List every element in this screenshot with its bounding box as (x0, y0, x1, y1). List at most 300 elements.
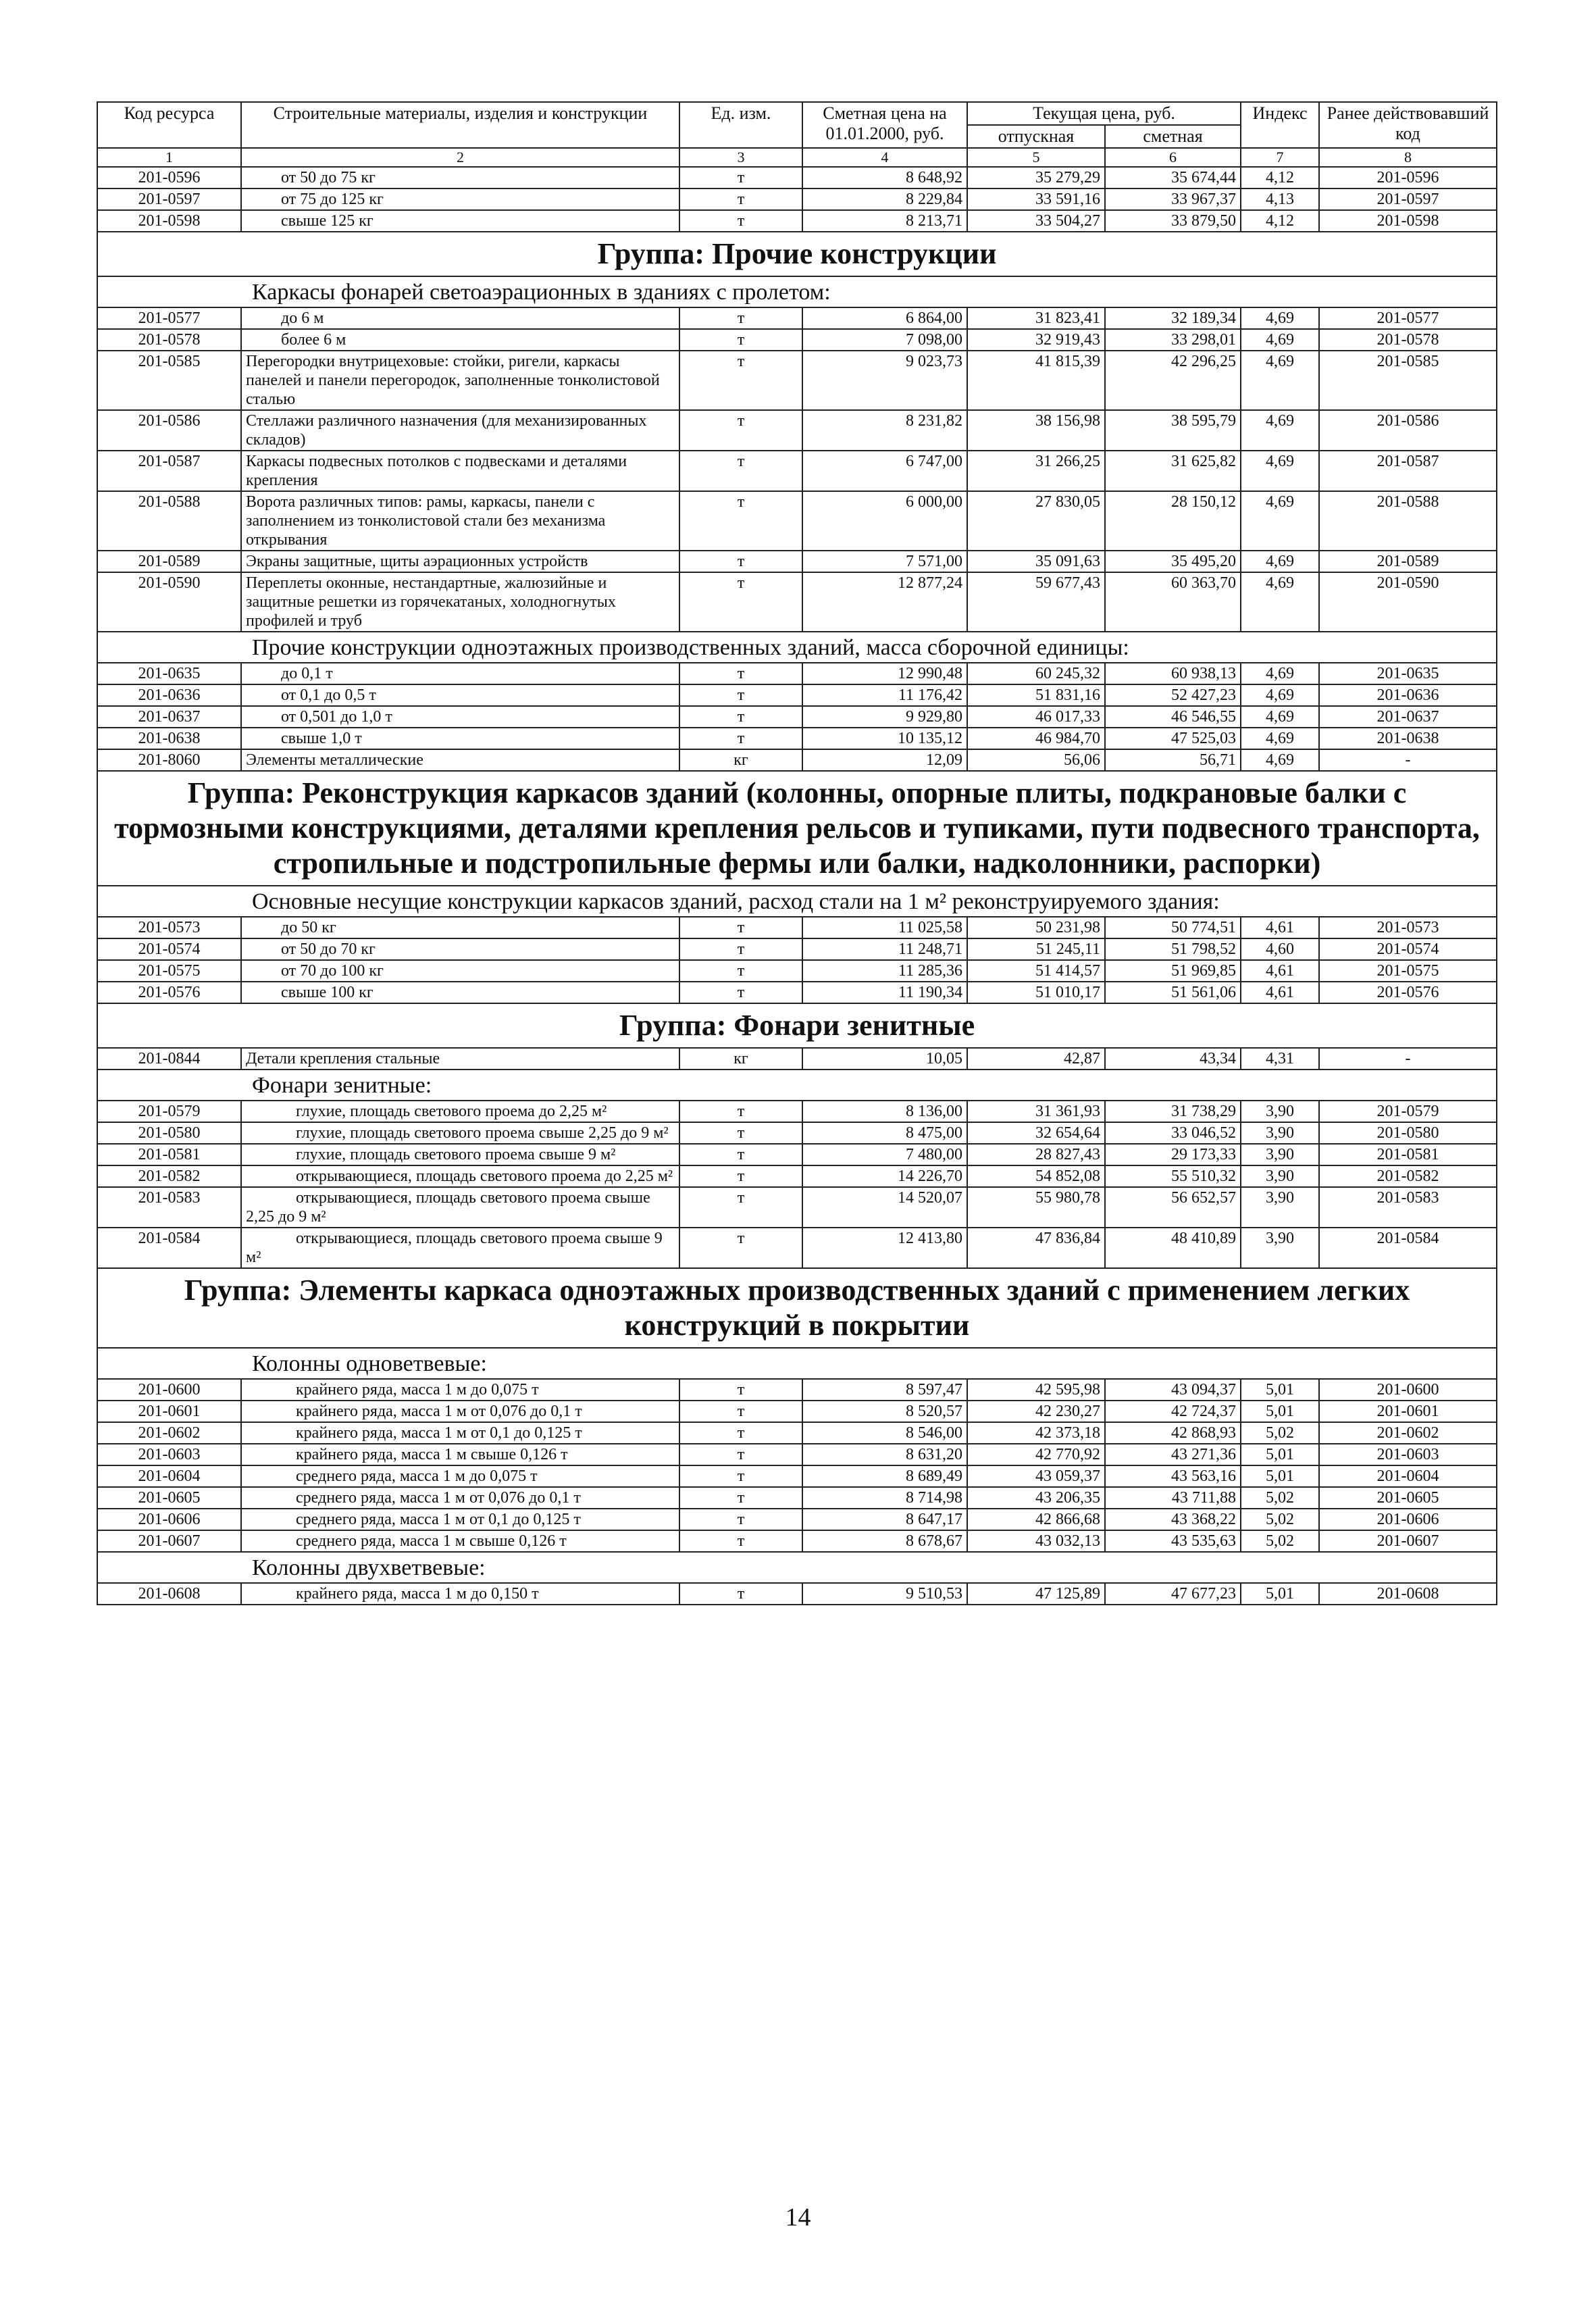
table-body (97, 167, 1497, 1605)
estimate-price: 31 625,82 (1105, 451, 1241, 491)
subgroup-heading-row (97, 886, 1497, 917)
material-name: крайнего ряда, масса 1 м до 0,075 т (296, 1381, 539, 1399)
material-name: крайнего ряда, масса 1 м свыше 0,126 т (296, 1446, 568, 1463)
wholesale-price: 42,87 (967, 1048, 1105, 1070)
unit: т (679, 1422, 802, 1444)
index-value: 3,90 (1241, 1228, 1319, 1268)
resource-code: 201-0573 (97, 917, 241, 938)
previous-code: 201-0604 (1319, 1465, 1497, 1487)
resource-code: 201-0585 (97, 351, 241, 410)
table-row (97, 188, 1497, 210)
index-value: 5,02 (1241, 1530, 1319, 1552)
index-value: 4,13 (1241, 188, 1319, 210)
index-value: 5,01 (1241, 1379, 1319, 1401)
material-name-cell (241, 663, 679, 684)
col-header-unit: Ед. изм. (679, 102, 802, 148)
previous-code: 201-0603 (1319, 1444, 1497, 1465)
subgroup-heading-row (97, 1552, 1497, 1583)
resource-code: 201-0589 (97, 551, 241, 572)
previous-code: 201-0584 (1319, 1228, 1497, 1268)
unit: т (679, 551, 802, 572)
group-heading: Группа: Фонари зенитные (97, 1003, 1497, 1048)
previous-code: 201-0600 (1319, 1379, 1497, 1401)
index-value: 4,31 (1241, 1048, 1319, 1070)
material-name: глухие, площадь светового проема до 2,25 м² (296, 1103, 607, 1120)
col-header-code: Код ресурса (97, 102, 241, 148)
unit: т (679, 728, 802, 749)
index-value: 4,69 (1241, 329, 1319, 351)
estimate-price: 33 879,50 (1105, 210, 1241, 232)
previous-code: 201-0597 (1319, 188, 1497, 210)
resource-code: 201-0579 (97, 1101, 241, 1122)
unit: т (679, 1465, 802, 1487)
estimate-price: 51 969,85 (1105, 960, 1241, 982)
group-heading: Группа: Реконструкция каркасов зданий (колонны, опорные плиты, подкрановые балки с тормозными конструкциями, деталями крепления рельсов и тупиками, пути подвесного транспорта, стропильные и подстропильные фермы или балки, надколонники, распорки) (97, 771, 1497, 886)
subgroup-heading-row (97, 1070, 1497, 1101)
previous-code: 201-0606 (1319, 1509, 1497, 1530)
previous-code: 201-0596 (1319, 167, 1497, 188)
estimate-price: 56,71 (1105, 749, 1241, 771)
table-row (97, 663, 1497, 684)
material-name-cell (241, 1122, 679, 1144)
previous-code: 201-0638 (1319, 728, 1497, 749)
material-name: открывающиеся, площадь светового проема свыше 9 м² (246, 1230, 663, 1266)
estimate-price: 60 363,70 (1105, 572, 1241, 632)
previous-code: 201-0601 (1319, 1401, 1497, 1422)
resource-code: 201-0602 (97, 1422, 241, 1444)
previous-code: 201-0589 (1319, 551, 1497, 572)
estimate-price: 35 674,44 (1105, 167, 1241, 188)
estimate-price-2000: 9 929,80 (802, 706, 967, 728)
estimate-price-2000: 12 990,48 (802, 663, 967, 684)
previous-code: 201-0579 (1319, 1101, 1497, 1122)
index-value: 4,61 (1241, 917, 1319, 938)
material-name: Ворота различных типов: рамы, каркасы, панели с заполнением из тонколистовой стали без механизма открывания (246, 493, 606, 549)
wholesale-price: 47 125,89 (967, 1583, 1105, 1605)
subgroup-heading: Основные несущие конструкции каркасов зданий, расход стали на 1 м² реконструируемого здания: (252, 889, 1220, 914)
resource-code: 201-0588 (97, 491, 241, 551)
previous-code: 201-0578 (1319, 329, 1497, 351)
material-name: среднего ряда, масса 1 м от 0,076 до 0,1 т (296, 1489, 581, 1507)
column-number-row (97, 148, 1497, 167)
previous-code: 201-0576 (1319, 982, 1497, 1003)
table-row (97, 1048, 1497, 1070)
index-value: 3,90 (1241, 1101, 1319, 1122)
wholesale-price: 35 091,63 (967, 551, 1105, 572)
subgroup-heading: Фонари зенитные: (252, 1073, 432, 1098)
material-name: Переплеты оконные, нестандартные, жалюзийные и защитные решетки из горячекатаных, холодногнутых профилей и труб (246, 574, 616, 630)
estimate-price-2000: 8 136,00 (802, 1101, 967, 1122)
wholesale-price: 60 245,32 (967, 663, 1105, 684)
estimate-price: 47 677,23 (1105, 1583, 1241, 1605)
table-row (97, 329, 1497, 351)
estimate-price-2000: 6 864,00 (802, 307, 967, 329)
table-row (97, 1487, 1497, 1509)
material-name-cell (241, 491, 679, 551)
resource-code: 201-0580 (97, 1122, 241, 1144)
group-heading: Группа: Элементы каркаса одноэтажных производственных зданий с применением легких конструкций в покрытии (97, 1268, 1497, 1348)
estimate-price: 33 967,37 (1105, 188, 1241, 210)
wholesale-price: 42 373,18 (967, 1422, 1105, 1444)
estimate-price: 46 546,55 (1105, 706, 1241, 728)
estimate-price-2000: 8 475,00 (802, 1122, 967, 1144)
unit: т (679, 210, 802, 232)
estimate-price: 33 046,52 (1105, 1122, 1241, 1144)
estimate-price-2000: 8 229,84 (802, 188, 967, 210)
wholesale-price: 33 591,16 (967, 188, 1105, 210)
table-row (97, 1444, 1497, 1465)
subgroup-heading: Каркасы фонарей светоаэрационных в зданиях с пролетом: (252, 280, 831, 305)
material-name-cell (241, 1487, 679, 1509)
resource-code: 201-8060 (97, 749, 241, 771)
wholesale-price: 51 245,11 (967, 938, 1105, 960)
material-name: Детали крепления стальные (246, 1050, 440, 1067)
wholesale-price: 51 414,57 (967, 960, 1105, 982)
resource-code: 201-0583 (97, 1187, 241, 1228)
wholesale-price: 35 279,29 (967, 167, 1105, 188)
wholesale-price: 32 919,43 (967, 329, 1105, 351)
table-row (97, 728, 1497, 749)
resource-code: 201-0576 (97, 982, 241, 1003)
material-name-cell (241, 684, 679, 706)
column-number: 4 (802, 148, 967, 167)
resource-code: 201-0605 (97, 1487, 241, 1509)
estimate-price-2000: 11 190,34 (802, 982, 967, 1003)
wholesale-price: 32 654,64 (967, 1122, 1105, 1144)
group-heading: Группа: Прочие конструкции (97, 232, 1497, 276)
estimate-price-2000: 8 231,82 (802, 410, 967, 451)
estimate-price-2000: 6 747,00 (802, 451, 967, 491)
resource-code: 201-0607 (97, 1530, 241, 1552)
estimate-price: 43 368,22 (1105, 1509, 1241, 1530)
material-name-cell (241, 451, 679, 491)
unit: т (679, 982, 802, 1003)
estimate-price: 28 150,12 (1105, 491, 1241, 551)
material-name: до 50 кг (281, 919, 336, 936)
material-name-cell (241, 728, 679, 749)
material-name: Каркасы подвесных потолков с подвесками и деталями крепления (246, 453, 627, 489)
material-name-cell (241, 551, 679, 572)
estimate-price: 43,34 (1105, 1048, 1241, 1070)
material-name-cell (241, 1165, 679, 1187)
table-row (97, 938, 1497, 960)
resource-code: 201-0597 (97, 188, 241, 210)
material-name-cell (241, 167, 679, 188)
resource-code: 201-0603 (97, 1444, 241, 1465)
index-value: 5,01 (1241, 1444, 1319, 1465)
index-value: 3,90 (1241, 1144, 1319, 1165)
previous-code: 201-0587 (1319, 451, 1497, 491)
index-value: 5,01 (1241, 1583, 1319, 1605)
previous-code: 201-0588 (1319, 491, 1497, 551)
wholesale-price: 43 032,13 (967, 1530, 1105, 1552)
index-value: 5,01 (1241, 1465, 1319, 1487)
estimate-price: 32 189,34 (1105, 307, 1241, 329)
material-name: глухие, площадь светового проема свыше 2,25 до 9 м² (296, 1124, 669, 1142)
unit: т (679, 1187, 802, 1228)
index-value: 4,69 (1241, 728, 1319, 749)
column-number: 6 (1105, 148, 1241, 167)
previous-code: 201-0575 (1319, 960, 1497, 982)
wholesale-price: 42 230,27 (967, 1401, 1105, 1422)
material-name: свыше 100 кг (281, 984, 374, 1001)
estimate-price: 31 738,29 (1105, 1101, 1241, 1122)
table-row (97, 684, 1497, 706)
material-name: Элементы металлические (246, 751, 423, 769)
estimate-price: 42 868,93 (1105, 1422, 1241, 1444)
subgroup-cell (97, 276, 1497, 307)
subgroup-heading: Колонны одноветвевые: (252, 1351, 487, 1376)
material-name: от 75 до 125 кг (281, 191, 384, 208)
unit: т (679, 1487, 802, 1509)
resource-code: 201-0582 (97, 1165, 241, 1187)
index-value: 5,02 (1241, 1422, 1319, 1444)
index-value: 5,01 (1241, 1401, 1319, 1422)
table-row (97, 1465, 1497, 1487)
group-heading-row (97, 232, 1497, 276)
previous-code: 201-0580 (1319, 1122, 1497, 1144)
wholesale-price: 51 831,16 (967, 684, 1105, 706)
wholesale-price: 27 830,05 (967, 491, 1105, 551)
previous-code: 201-0586 (1319, 410, 1497, 451)
resource-code: 201-0590 (97, 572, 241, 632)
estimate-price: 52 427,23 (1105, 684, 1241, 706)
table-row (97, 1228, 1497, 1268)
material-name: от 0,1 до 0,5 т (281, 686, 376, 704)
material-name-cell (241, 1048, 679, 1070)
col-header-estimate: сметная (1105, 125, 1241, 148)
unit: т (679, 1122, 802, 1144)
wholesale-price: 43 059,37 (967, 1465, 1105, 1487)
resource-code: 201-0636 (97, 684, 241, 706)
estimate-price: 56 652,57 (1105, 1187, 1241, 1228)
material-name: глухие, площадь светового проема свыше 9 м² (296, 1146, 616, 1163)
previous-code: 201-0637 (1319, 706, 1497, 728)
table-row (97, 1583, 1497, 1605)
unit: т (679, 938, 802, 960)
material-name-cell (241, 960, 679, 982)
previous-code: 201-0607 (1319, 1530, 1497, 1552)
index-value: 4,69 (1241, 663, 1319, 684)
estimate-price: 43 563,16 (1105, 1465, 1241, 1487)
index-value: 4,69 (1241, 451, 1319, 491)
estimate-price-2000: 10,05 (802, 1048, 967, 1070)
table-row (97, 210, 1497, 232)
col-header-index: Индекс (1241, 102, 1319, 148)
index-value: 4,69 (1241, 749, 1319, 771)
estimate-price-2000: 8 678,67 (802, 1530, 967, 1552)
estimate-price-2000: 12,09 (802, 749, 967, 771)
group-heading-row (97, 771, 1497, 886)
estimate-price: 48 410,89 (1105, 1228, 1241, 1268)
estimate-price-2000: 6 000,00 (802, 491, 967, 551)
estimate-price-2000: 14 520,07 (802, 1187, 967, 1228)
wholesale-price: 31 361,93 (967, 1101, 1105, 1122)
unit: т (679, 663, 802, 684)
wholesale-price: 41 815,39 (967, 351, 1105, 410)
material-name-cell (241, 1187, 679, 1228)
estimate-price-2000: 8 648,92 (802, 167, 967, 188)
unit: т (679, 329, 802, 351)
column-number: 1 (97, 148, 241, 167)
estimate-price-2000: 8 213,71 (802, 210, 967, 232)
material-name: крайнего ряда, масса 1 м от 0,1 до 0,125 т (296, 1424, 582, 1442)
unit: т (679, 1530, 802, 1552)
estimate-price-2000: 8 631,20 (802, 1444, 967, 1465)
wholesale-price: 46 984,70 (967, 728, 1105, 749)
material-name-cell (241, 1509, 679, 1530)
previous-code: - (1319, 749, 1497, 771)
material-name: свыше 1,0 т (281, 730, 362, 747)
estimate-price: 50 774,51 (1105, 917, 1241, 938)
estimate-price: 35 495,20 (1105, 551, 1241, 572)
unit: т (679, 307, 802, 329)
unit: т (679, 1101, 802, 1122)
estimate-price: 51 798,52 (1105, 938, 1241, 960)
wholesale-price: 42 866,68 (967, 1509, 1105, 1530)
estimate-price-2000: 8 647,17 (802, 1509, 967, 1530)
table-row (97, 491, 1497, 551)
material-name-cell (241, 938, 679, 960)
wholesale-price: 38 156,98 (967, 410, 1105, 451)
index-value: 3,90 (1241, 1165, 1319, 1187)
index-value: 4,69 (1241, 410, 1319, 451)
unit: кг (679, 749, 802, 771)
estimate-price-2000: 8 520,57 (802, 1401, 967, 1422)
estimate-price: 55 510,32 (1105, 1165, 1241, 1187)
table-row (97, 917, 1497, 938)
group-heading-row (97, 1003, 1497, 1048)
wholesale-price: 31 823,41 (967, 307, 1105, 329)
column-number: 3 (679, 148, 802, 167)
subgroup-cell (97, 632, 1497, 663)
previous-code: 201-0577 (1319, 307, 1497, 329)
previous-code: 201-0574 (1319, 938, 1497, 960)
estimate-price: 47 525,03 (1105, 728, 1241, 749)
resource-code: 201-0586 (97, 410, 241, 451)
resource-code: 201-0587 (97, 451, 241, 491)
unit: т (679, 917, 802, 938)
material-name-cell (241, 1465, 679, 1487)
table-row (97, 1187, 1497, 1228)
col-header-estimate-2000: Сметная цена на 01.01.2000, руб. (802, 102, 967, 148)
material-name: от 50 до 70 кг (281, 940, 376, 958)
previous-code: 201-0573 (1319, 917, 1497, 938)
col-header-prev-code: Ранее действовавший код (1319, 102, 1497, 148)
index-value: 3,90 (1241, 1122, 1319, 1144)
resource-code: 201-0608 (97, 1583, 241, 1605)
table-row (97, 960, 1497, 982)
table-row (97, 1422, 1497, 1444)
material-name: до 0,1 т (281, 665, 333, 682)
unit: т (679, 167, 802, 188)
material-name-cell (241, 706, 679, 728)
table-row (97, 451, 1497, 491)
index-value: 4,69 (1241, 706, 1319, 728)
table-row (97, 1165, 1497, 1187)
previous-code: 201-0608 (1319, 1583, 1497, 1605)
wholesale-price: 42 595,98 (967, 1379, 1105, 1401)
material-name-cell (241, 1583, 679, 1605)
resource-code: 201-0578 (97, 329, 241, 351)
index-value: 5,02 (1241, 1509, 1319, 1530)
unit: т (679, 491, 802, 551)
unit: т (679, 1444, 802, 1465)
table-row (97, 410, 1497, 451)
material-name: до 6 м (281, 309, 324, 327)
table-row (97, 1509, 1497, 1530)
table-row (97, 1530, 1497, 1552)
estimate-price-2000: 11 285,36 (802, 960, 967, 982)
material-name-cell (241, 188, 679, 210)
material-name: Стеллажи различного назначения (для механизированных складов) (246, 412, 647, 449)
price-table (97, 101, 1497, 1605)
subgroup-cell (97, 1552, 1497, 1583)
estimate-price-2000: 8 597,47 (802, 1379, 967, 1401)
resource-code: 201-0596 (97, 167, 241, 188)
material-name-cell (241, 1101, 679, 1122)
index-value: 4,69 (1241, 307, 1319, 329)
unit: т (679, 684, 802, 706)
material-name: среднего ряда, масса 1 м свыше 0,126 т (296, 1532, 567, 1550)
previous-code: 201-0585 (1319, 351, 1497, 410)
subgroup-heading-row (97, 1348, 1497, 1379)
estimate-price-2000: 8 714,98 (802, 1487, 967, 1509)
wholesale-price: 59 677,43 (967, 572, 1105, 632)
table-row (97, 572, 1497, 632)
material-name-cell (241, 1379, 679, 1401)
material-name: более 6 м (281, 331, 346, 349)
material-name: от 0,501 до 1,0 т (281, 708, 392, 726)
table-row (97, 307, 1497, 329)
index-value: 4,61 (1241, 960, 1319, 982)
material-name: открывающиеся, площадь светового проема до 2,25 м² (296, 1167, 673, 1185)
unit: т (679, 1583, 802, 1605)
resource-code: 201-0635 (97, 663, 241, 684)
material-name: среднего ряда, масса 1 м от 0,1 до 0,125 т (296, 1511, 581, 1528)
unit: т (679, 188, 802, 210)
material-name-cell (241, 351, 679, 410)
material-name-cell (241, 572, 679, 632)
table-row (97, 1144, 1497, 1165)
column-number: 7 (1241, 148, 1319, 167)
estimate-price-2000: 11 176,42 (802, 684, 967, 706)
resource-code: 201-0604 (97, 1465, 241, 1487)
material-name-cell (241, 1444, 679, 1465)
unit: т (679, 960, 802, 982)
column-number: 8 (1319, 148, 1497, 167)
estimate-price-2000: 12 413,80 (802, 1228, 967, 1268)
previous-code: 201-0582 (1319, 1165, 1497, 1187)
resource-code: 201-0574 (97, 938, 241, 960)
unit: т (679, 1165, 802, 1187)
col-header-wholesale: отпускная (967, 125, 1105, 148)
unit: т (679, 351, 802, 410)
unit: т (679, 1144, 802, 1165)
page-number: 14 (785, 2203, 811, 2232)
estimate-price: 33 298,01 (1105, 329, 1241, 351)
material-name-cell (241, 210, 679, 232)
material-name: Экраны защитные, щиты аэрационных устройств (246, 553, 588, 570)
resource-code: 201-0844 (97, 1048, 241, 1070)
index-value: 4,12 (1241, 210, 1319, 232)
material-name-cell (241, 1401, 679, 1422)
estimate-price-2000: 9 023,73 (802, 351, 967, 410)
column-number: 5 (967, 148, 1105, 167)
unit: т (679, 706, 802, 728)
material-name: Перегородки внутрицеховые: стойки, ригели, каркасы панелей и панели перегородок, заполненные тонколистовой сталью (246, 353, 660, 408)
estimate-price-2000: 14 226,70 (802, 1165, 967, 1187)
